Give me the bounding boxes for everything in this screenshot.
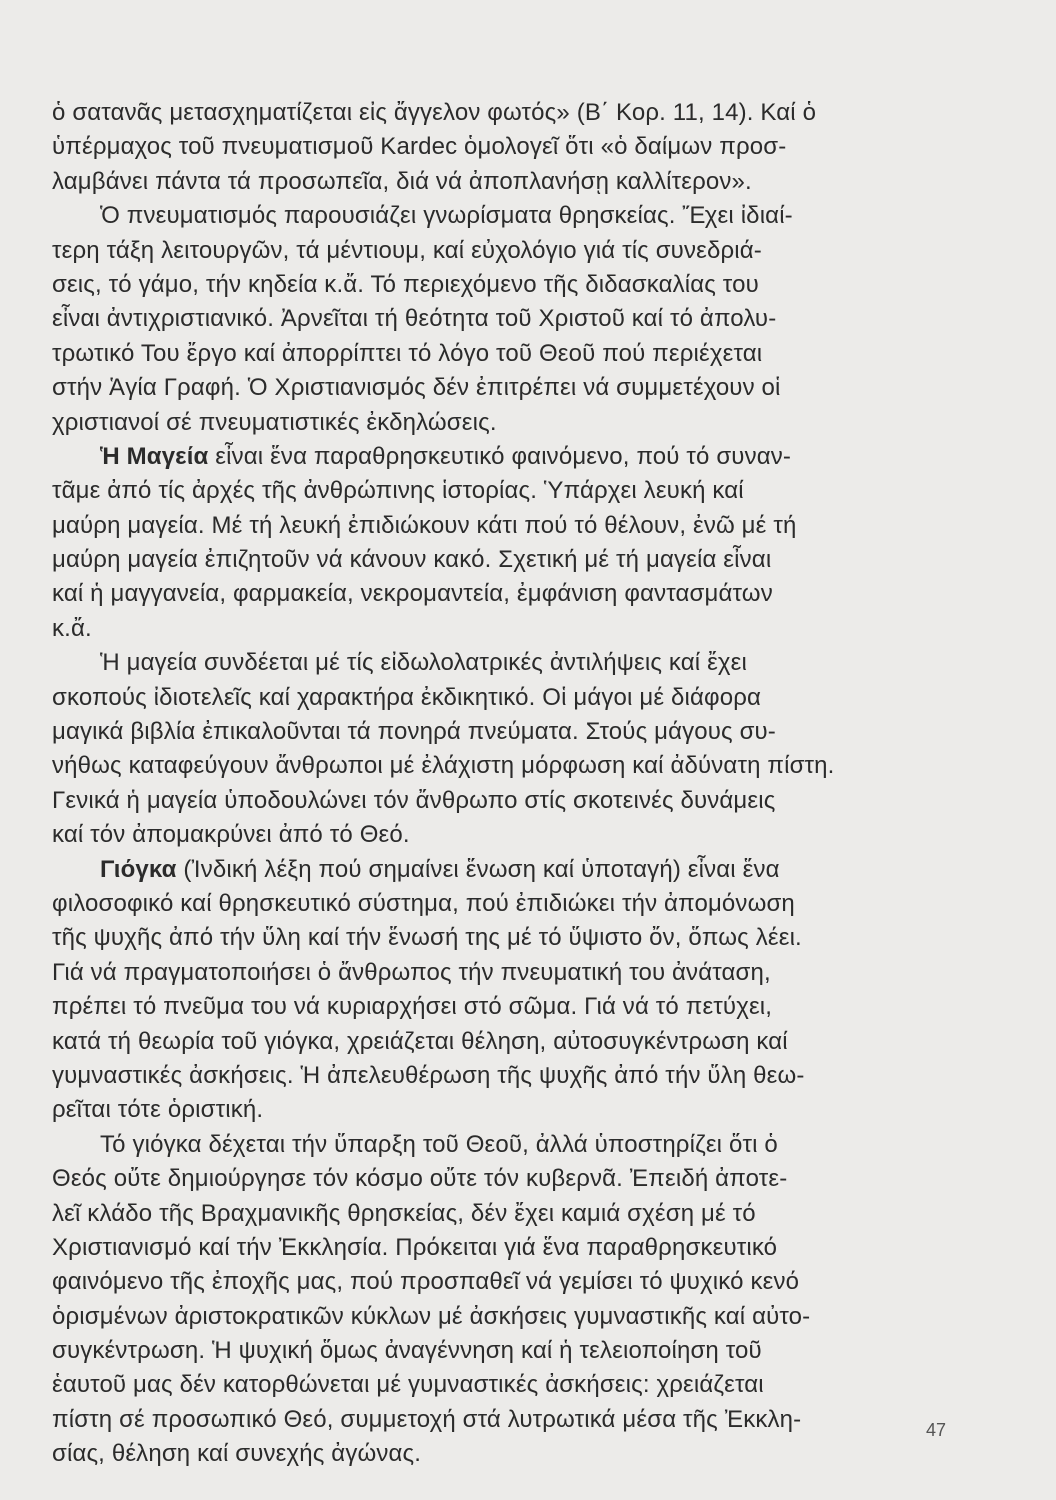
text-line	[52, 1437, 952, 1471]
text-line	[52, 681, 952, 715]
body-text	[52, 96, 952, 1472]
line-text: ὁ σατανᾶς μετασχηματίζεται εἰς ἄγγελον φωτός» (Β΄ Κορ. 11, 14). Καί ὁ	[52, 99, 817, 126]
line-text: Χριστιανισμό καί τήν Ἐκκλησία. Πρόκειται γιά ἕνα παραθρησκευτικό	[52, 1233, 778, 1261]
text-line	[52, 371, 952, 405]
text-line	[52, 165, 952, 199]
line-text: λεῖ κλάδο τῆς Βραχμανικῆς θρησκείας, δέν ἔχει καμιά σχέση μέ τό	[52, 1199, 756, 1227]
line-text: στήν Ἁγία Γραφή. Ὁ Χριστιανισμός δέν ἐπιτρέπει νά συμμετέχουν οἱ	[52, 374, 781, 402]
text-line	[52, 646, 952, 680]
text-line	[52, 234, 952, 268]
bold-term: Γιόγκα	[100, 855, 177, 883]
line-text: τᾶμε ἀπό τίς ἀρχές τῆς ἀνθρώπινης ἱστορίας. Ὑπάρχει λευκή καί	[52, 477, 744, 505]
text-line	[52, 1128, 952, 1162]
line-text: κατά τή θεωρία τοῦ γιόγκα, χρειάζεται θέληση, αὐτοσυγκέντρωση καί	[52, 1027, 788, 1055]
text-line	[52, 1334, 952, 1368]
text-line	[52, 543, 952, 577]
text-line	[52, 1403, 952, 1437]
text-line	[52, 302, 952, 336]
line-text: ὑπέρμαχος τοῦ πνευματισμοῦ Kardec ὁμολογεῖ ὅτι «ὁ δαίμων προσ-	[52, 133, 787, 161]
line-text: μαύρη μαγεία. Μέ τή λευκή ἐπιδιώκουν κάτι πού τό θέλουν, ἐνῶ μέ τή	[52, 511, 797, 539]
text-line	[52, 337, 952, 371]
line-text: γυμναστικές ἀσκήσεις. Ἡ ἀπελευθέρωση τῆς ψυχῆς ἀπό τήν ὕλη θεω-	[52, 1061, 805, 1089]
line-text: Γιά νά πραγματοποιήσει ὁ ἄνθρωπος τήν πνευματική του ἀνάταση,	[52, 958, 771, 986]
line-text: Γενικά ἡ μαγεία ὑποδουλώνει τόν ἄνθρωπο στίς σκοτεινές δυνάμεις	[52, 786, 776, 814]
line-text: νήθως καταφεύγουν ἄνθρωποι μέ ἐλάχιστη μόρφωση καί ἀδύνατη πίστη.	[52, 752, 835, 780]
text-line	[52, 749, 952, 783]
text-line	[52, 474, 952, 508]
text-line	[52, 921, 952, 955]
line-text: σεις, τό γάμο, τήν κηδεία κ.ἄ. Τό περιεχόμενο τῆς διδασκαλίας του	[52, 270, 759, 298]
line-text: πίστη σέ προσωπικό Θεό, συμμετοχή στά λυτρωτικά μέσα τῆς Ἐκκλη-	[52, 1405, 802, 1433]
text-line	[52, 1231, 952, 1265]
text-line	[52, 784, 952, 818]
text-line	[52, 199, 952, 233]
line-text: ὁρισμένων ἀριστοκρατικῶν κύκλων μέ ἀσκήσεις γυμναστικῆς καί αὐτο-	[52, 1302, 811, 1330]
text-line	[52, 887, 952, 921]
text-line	[52, 440, 952, 474]
bold-term: Ἡ Μαγεία	[100, 442, 209, 470]
line-text: Ἡ μαγεία συνδέεται μέ τίς εἰδωλολατρικές ἀντιλήψεις καί ἔχει	[100, 649, 748, 677]
text-line	[52, 1059, 952, 1093]
line-text: Τό γιόγκα δέχεται τήν ὕπαρξη τοῦ Θεοῦ, ἀλλά ὑποστηρίζει ὅτι ὁ	[100, 1130, 778, 1158]
line-text: φιλοσοφικό καί θρησκευτικό σύστημα, πού ἐπιδιώκει τήν ἀπομόνωση	[52, 889, 795, 917]
line-text: μαγικά βιβλία ἐπικαλοῦνται τά πονηρά πνεύματα. Στούς μάγους συ-	[52, 718, 776, 746]
line-text: (Ἰνδική λέξη πού σημαίνει ἕνωση καί ὑποταγή) εἶναι ἕνα	[176, 855, 780, 883]
line-text: συγκέντρωση. Ἡ ψυχική ὅμως ἀναγέννηση καί ἡ τελειοποίηση τοῦ	[52, 1337, 762, 1365]
line-text: σκοπούς ἰδιοτελεῖς καί χαρακτήρα ἐκδικητικό. Οἱ μάγοι μέ διάφορα	[52, 683, 762, 711]
line-text: Θεός οὔτε δημιούργησε τόν κόσμο οὔτε τόν κυβερνᾶ. Ἐπειδή ἀποτε-	[52, 1165, 788, 1193]
line-text: χριστιανοί σέ πνευματιστικές ἐκδηλώσεις.	[52, 408, 497, 436]
text-line	[52, 509, 952, 543]
text-line	[52, 96, 952, 130]
line-text: τερη τάξη λειτουργῶν, τά μέντιουμ, καί εὐχολόγιο γιά τίς συνεδριά-	[52, 236, 762, 264]
text-line	[52, 956, 952, 990]
text-line	[52, 577, 952, 611]
line-text: μαύρη μαγεία ἐπιζητοῦν νά κάνουν κακό. Σχετική μέ τή μαγεία εἶναι	[52, 546, 772, 574]
text-line	[52, 1162, 952, 1196]
text-line	[52, 1025, 952, 1059]
text-line	[52, 612, 952, 646]
line-text: Ὁ πνευματισμός παρουσιάζει γνωρίσματα θρησκείας. Ἔχει ἰδιαί-	[100, 202, 793, 230]
line-text: ρεῖται τότε ὁριστική.	[52, 1096, 264, 1124]
text-line	[52, 1197, 952, 1231]
line-text: τῆς ψυχῆς ἀπό τήν ὕλη καί τήν ἕνωσή της μέ τό ὕψιστο ὄν, ὅπως λέει.	[52, 924, 802, 952]
line-text: καί τόν ἀπομακρύνει ἀπό τό Θεό.	[52, 821, 410, 849]
page-number: 47	[926, 1420, 947, 1440]
text-line	[52, 1368, 952, 1402]
text-line	[52, 990, 952, 1024]
line-text: ἑαυτοῦ μας δέν κατορθώνεται μέ γυμναστικές ἀσκήσεις: χρειάζεται	[52, 1371, 764, 1399]
text-line	[52, 1093, 952, 1127]
line-text: λαμβάνει πάντα τά προσωπεῖα, διά νά ἀποπλανήσῃ καλλίτερον».	[52, 167, 752, 195]
line-text: εἶναι ἕνα παραθρησκευτικό φαινόμενο, πού τό συναν-	[208, 442, 792, 470]
line-text: σίας, θέληση καί συνεχής ἀγώνας.	[52, 1440, 422, 1468]
line-text: καί ἡ μαγγανεία, φαρμακεία, νεκρομαντεία, ἐμφάνιση φαντασμάτων	[52, 580, 773, 608]
text-line	[52, 406, 952, 440]
text-line	[52, 818, 952, 852]
line-text: πρέπει τό πνεῦμα του νά κυριαρχήσει στό σῶμα. Γιά νά τό πετύχει,	[52, 993, 773, 1021]
line-text: κ.ἄ.	[52, 614, 92, 642]
text-line	[52, 853, 952, 887]
text-line	[52, 268, 952, 302]
line-text: εἶναι ἀντιχριστιανικό. Ἀρνεῖται τή θεότητα τοῦ Χριστοῦ καί τό ἀπολυ-	[52, 305, 777, 333]
text-line	[52, 715, 952, 749]
line-text: φαινόμενο τῆς ἐποχῆς μας, πού προσπαθεῖ νά γεμίσει τό ψυχικό κενό	[52, 1268, 800, 1296]
line-text: τρωτικό Του ἔργο καί ἀπορρίπτει τό λόγο τοῦ Θεοῦ πού περιέχεται	[52, 339, 763, 367]
text-line	[52, 1265, 952, 1299]
text-line	[52, 1300, 952, 1334]
text-line	[52, 130, 952, 164]
